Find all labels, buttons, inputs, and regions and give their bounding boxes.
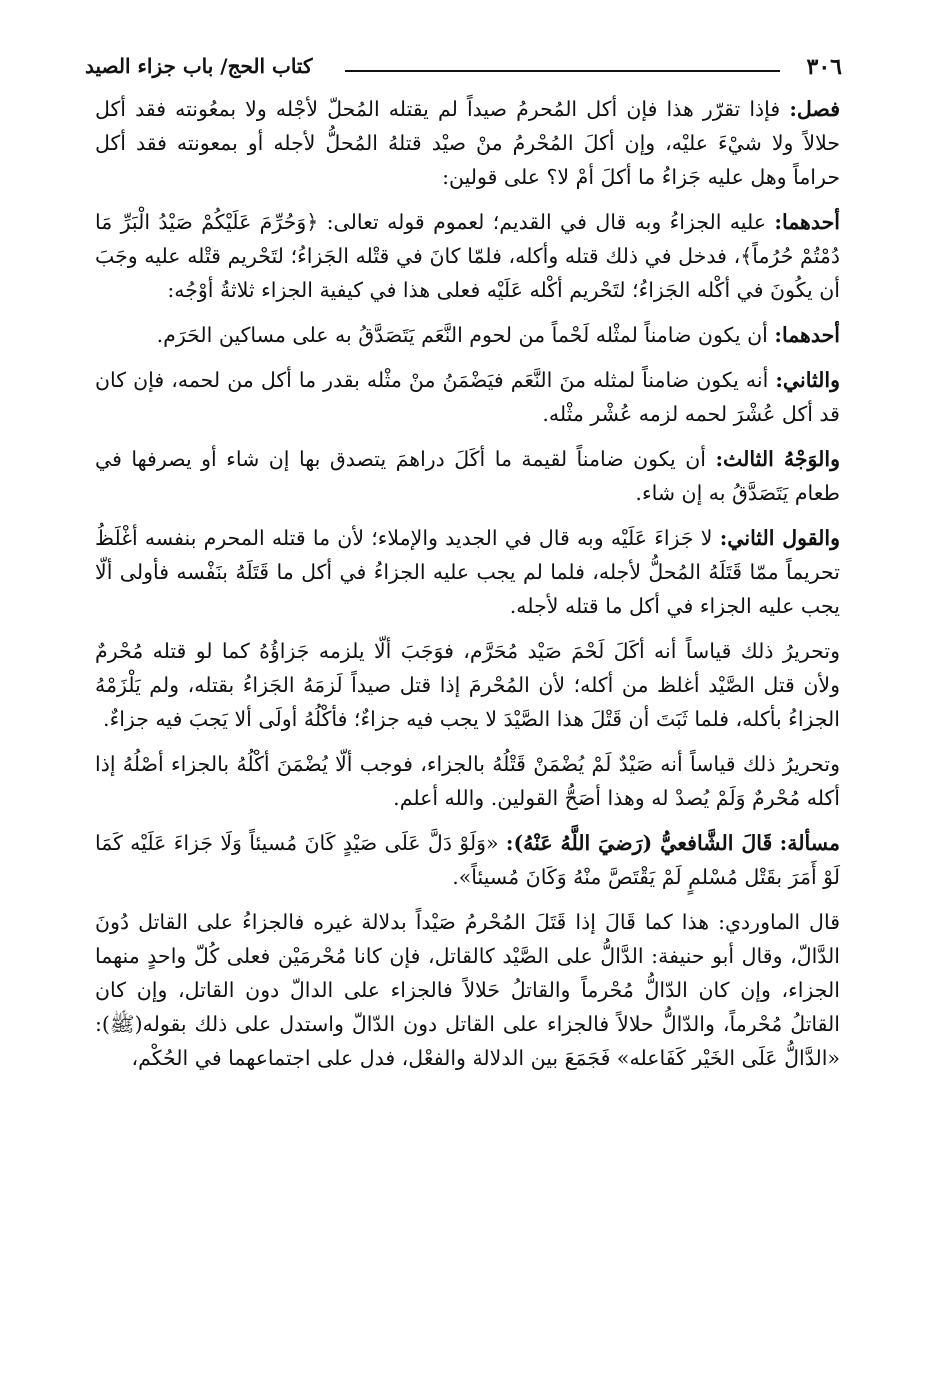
paragraph xyxy=(95,363,840,431)
quote-attribution: قَالَ الشَّافعيُّ (رَضيَ اللَّهُ عَنْهُ): xyxy=(505,831,773,855)
paragraph xyxy=(95,634,840,736)
paragraph-text: أنه يكون ضامناً لمثله منَ النَّعَم فيَضْمَنُ منْ مثْله بقدر ما أكل من لحمه، فإن كان قد أكل عُشْرَ لحمه لزمه عُشْر مثْله. xyxy=(95,368,840,426)
page-body xyxy=(95,92,840,1075)
paragraph xyxy=(95,521,840,623)
paragraph-lead: والقول الثاني: xyxy=(719,526,840,550)
paragraph xyxy=(95,92,840,194)
paragraph-lead: أحدهما: xyxy=(774,323,840,347)
paragraph-text: أن يكون ضامناً لقيمة ما أكَلَ دراهمَ يتصدق بها إن شاء أو يصرفها في طعام يَتَصَدَّقُ به إن شاء. xyxy=(95,447,840,505)
paragraph-text: عليه الجزاءُ وبه قال في القديم؛ لعموم قوله تعالى: ﴿وَحُرِّمَ عَلَيْكُمْ صَيْدُ الْبَرِّ مَا دُمْتُمْ حُرُماً﴾، فدخل في ذلك قتله وأكله، فلمّا كانَ في قتْله الجَزاءُ؛ لتَحْريم قتْله عليه وجَبَ أن يكُونَ في أكْله الجَزاءُ؛ لتَحْريم أكْله عَلَيْه فعلى هذا في كيفية الجزاء ثلاثةُ أوْجُه: xyxy=(95,210,840,302)
paragraph-text: لا جَزاءَ عَلَيْه وبه قال في الجديد والإملاء؛ لأن ما قتله المحرم بنفسه أغْلَظُ تحريماً ممّا قَتَلَهُ المُحلُّ لأجله، فلما لم يجب عليه الجزاءُ في أكل ما قَتَلَهُ بنَفْسه فأولى ألّا يجب عليه الجزاء في أكل ما قتله لأجله. xyxy=(95,526,840,618)
paragraph xyxy=(95,318,840,352)
running-head: كتاب الحج/ باب جزاء الصيد xyxy=(85,54,313,78)
paragraph-text: «وَلَوْ دَلَّ عَلَى صَيْدٍ كَانَ مُسيئاً وَلَا جَزاءَ عَلَيْه كَمَا لَوْ أَمَرَ بقَتْل مُسْلمٍ لَمْ يَقْتَصَّ منْهُ وَكَانَ مُسيئاً». xyxy=(95,831,840,889)
paragraph-lead: فصل: xyxy=(789,97,840,121)
paragraph-text: وتحريرُ ذلك قياساً أنه أكَلَ لَحْمَ صَيْد مُحَرَّم، فوَجَبَ ألّا يلزمه جَزاؤُهُ كما لو قتله مُحْرمٌ ولأن قتل الصَّيْد أغلظ من أكله؛ لأن المُحْرمَ إذا قتل صيداً لَزمَهُ الجَزاءُ بقتله، ولم يَلْزَمْهُ الجزاءُ بأكله، فلما ثَبَتَ أن قَتْلَ هذا الصَّيْدَ لا يجب فيه جزاءٌ؛ فأكْلُهُ أولَى ألا يَجبَ فيه جزاءٌ. xyxy=(95,639,840,731)
paragraph-lead: والثاني: xyxy=(775,368,840,392)
document-page xyxy=(85,52,842,1342)
paragraph-lead: مسألة: xyxy=(779,831,840,855)
header-rule xyxy=(345,70,780,72)
paragraph xyxy=(95,442,840,510)
paragraph xyxy=(95,747,840,815)
paragraph xyxy=(95,826,840,894)
paragraph xyxy=(95,205,840,307)
paragraph-lead: أحدهما: xyxy=(774,210,840,234)
page-number: ٣٠٦ xyxy=(806,54,842,80)
paragraph xyxy=(95,905,840,1075)
paragraph-text: فإذا تقرّر هذا فإن أكل المُحرمُ صيداً لم يقتله المُحلّ لأجْله ولا بمعُونته فقد أكل حلالاً ولا شيْءَ عليْه، وإن أكلَ المُحْرمُ منْ صيْد قتلهُ المُحلُّ لأجله أو بمعونته فقد أكل حراماً وهل عليه جَزاءُ ما أكلَ أمْ لا؟ على قولين: xyxy=(95,97,840,189)
paragraph-lead: والوَجْهُ الثالث: xyxy=(715,447,840,471)
paragraph-text: قال الماوردي: هذا كما قَالَ إذا قَتَلَ المُحْرمُ صَيْداً بدلالة غيره فالجزاءُ على القاتل دُونَ الدَّالّ، وقال أبو حنيفة: الدَّالُّ على الصَّيْد كالقاتل، فإن كانا مُحْرمَيْن فعلى كُلّ واحدٍ منهما الجزاء، وإن كان الدّالُّ مُحْرماً والقاتلُ حَلالاً فالجزاء على الدالّ دون القاتل، وإن كان القاتلُ مُحْرماً، والدّالُّ حلالاً فالجزاء على القاتل دون الدّالّ واستدل على ذلك بقوله(ﷺ): «الدَّالُّ عَلَى الخَيْر كَفَاعله» فَجَمَعَ بين الدلالة والفعْل، فدل على اجتماعهما في الحُكْم، xyxy=(95,910,840,1070)
paragraph-text: وتحريرُ ذلك قياساً أنه صَيْدٌ لَمْ يُضْمَنْ قَتْلُهُ بالجزاء، فوجب ألّا يُضْمَنَ أكْلُهُ بالجزاء أصْلُهُ إذا أكله مُحْرمٌ وَلَمْ يُصدْ له وهذا أصَحُّ القولين. والله أعلم. xyxy=(95,752,840,810)
paragraph-text: أن يكون ضامناً لمثْله لَحْماً من لحوم النَّعَم يَتَصَدَّقُ به على مساكين الحَرَم. xyxy=(156,323,768,347)
page-header xyxy=(85,52,842,92)
